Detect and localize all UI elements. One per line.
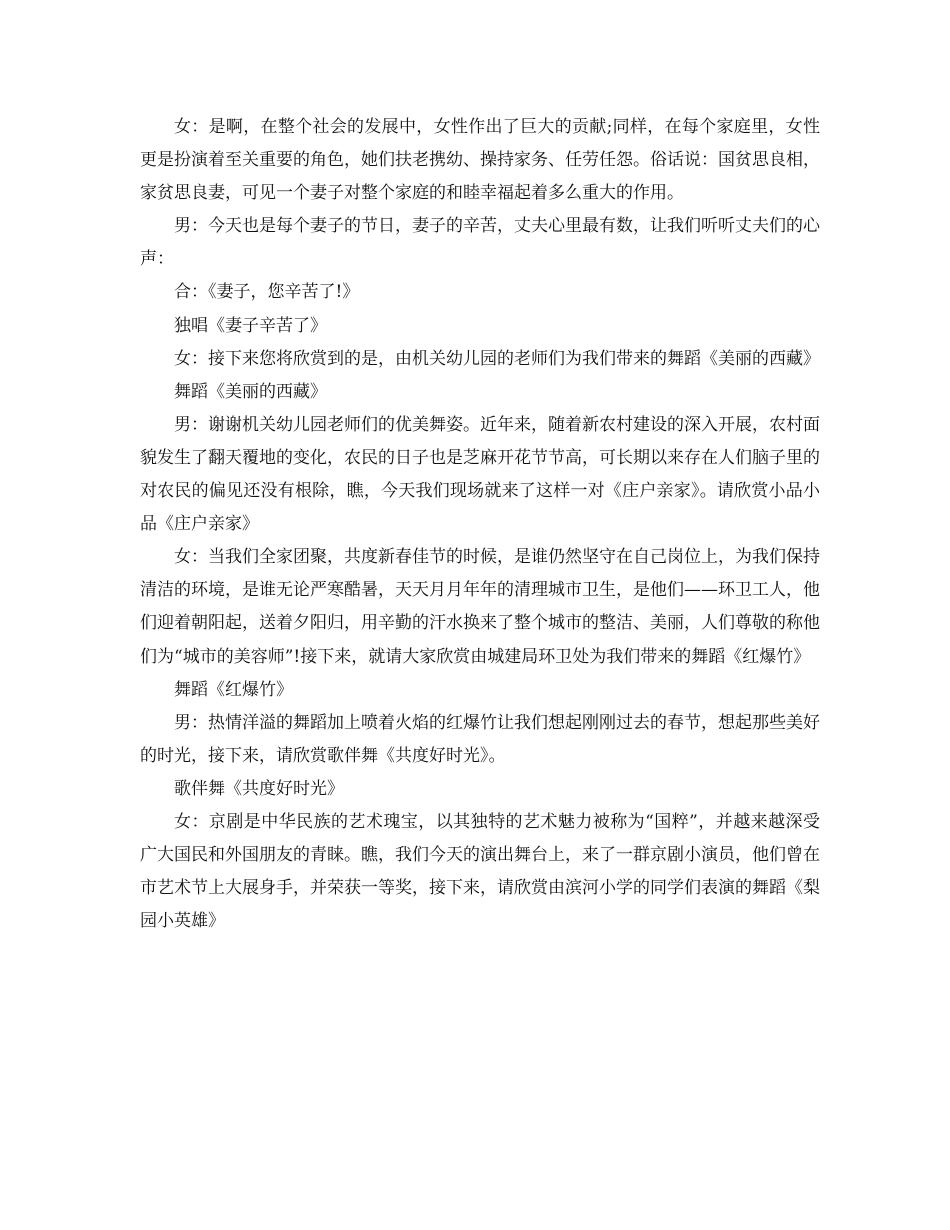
program-item-tibet-dance: 舞蹈《美丽的西藏》 xyxy=(174,381,327,402)
paragraph-female-host-sanitation-workers: 女：当我们全家团聚，共度新春佳节的时候，是谁仍然坚守在自己岗位上，为我们保持清洁的环境，是谁无论严寒酷暑，天天月月年年的清理城市卫生，是他们——环卫工人，他们迎着朝阳起，送着夕阳归，用辛勤的汗水换来了整个城市的整洁、美丽，人们尊敬的称他们为“城市的美容师”!接下来，就请大家欣赏由城建局环卫处为我们带来的舞蹈《红爆竹》 xyxy=(140,547,820,667)
paragraph-male-host-song-dance: 男：热情洋溢的舞蹈加上喷着火焰的红爆竹让我们想起刚刚过去的春节，想起那些美好的时光，接下来，请欣赏歌伴舞《共度好时光》。 xyxy=(140,712,820,766)
program-item-solo-song: 独唱《妻子辛苦了》 xyxy=(174,315,327,336)
paragraph-male-host-wives: 男：今天也是每个妻子的节日，妻子的辛苦，丈夫心里最有数，让我们听听丈夫们的心声： xyxy=(140,216,820,270)
program-item-firecracker-dance: 舞蹈《红爆竹》 xyxy=(174,679,293,700)
document-body xyxy=(140,111,820,938)
paragraph-female-host-peking-opera: 女：京剧是中华民族的艺术瑰宝，以其独特的艺术魅力被称为“国粹”，并越来越深受广大国民和外国朋友的青睐。瞧，我们今天的演出舞台上，来了一群京剧小演员，他们曾在市艺术节上大展身手，并荣获一等奖，接下来，请欣赏由滨河小学的同学们表演的舞蹈《梨园小英雄》 xyxy=(140,811,820,932)
paragraph-male-host-skit: 男：谢谢机关幼儿园老师们的优美舞姿。近年来，随着新农村建设的深入开展，农村面貌发生了翻天覆地的变化，农民的日子也是芝麻开花节节高，可长期以来存在人们脑子里的对农民的偏见还没有根除，瞧，今天我们现场就来了这样一对《庄户亲家》。请欣赏小品小品《庄户亲家》 xyxy=(140,414,820,535)
paragraph-chorus-line: 合：《妻子，您辛苦了!》 xyxy=(174,282,360,303)
program-item-song-dance: 歌伴舞《共度好时光》 xyxy=(174,778,344,799)
paragraph-female-host-intro: 女：是啊，在整个社会的发展中，女性作出了巨大的贡献;同样，在每个家庭里，女性更是扮演着至关重要的角色，她们扶老携幼、操持家务、任劳任怨。俗话说：国贫思良相，家贫思良妻，可见一个妻子对整个家庭的和睦幸福起着多么重大的作用。 xyxy=(140,117,820,204)
paragraph-female-host-tibet-dance: 女：接下来您将欣赏到的是，由机关幼儿园的老师们为我们带来的舞蹈《美丽的西藏》 xyxy=(174,348,820,369)
